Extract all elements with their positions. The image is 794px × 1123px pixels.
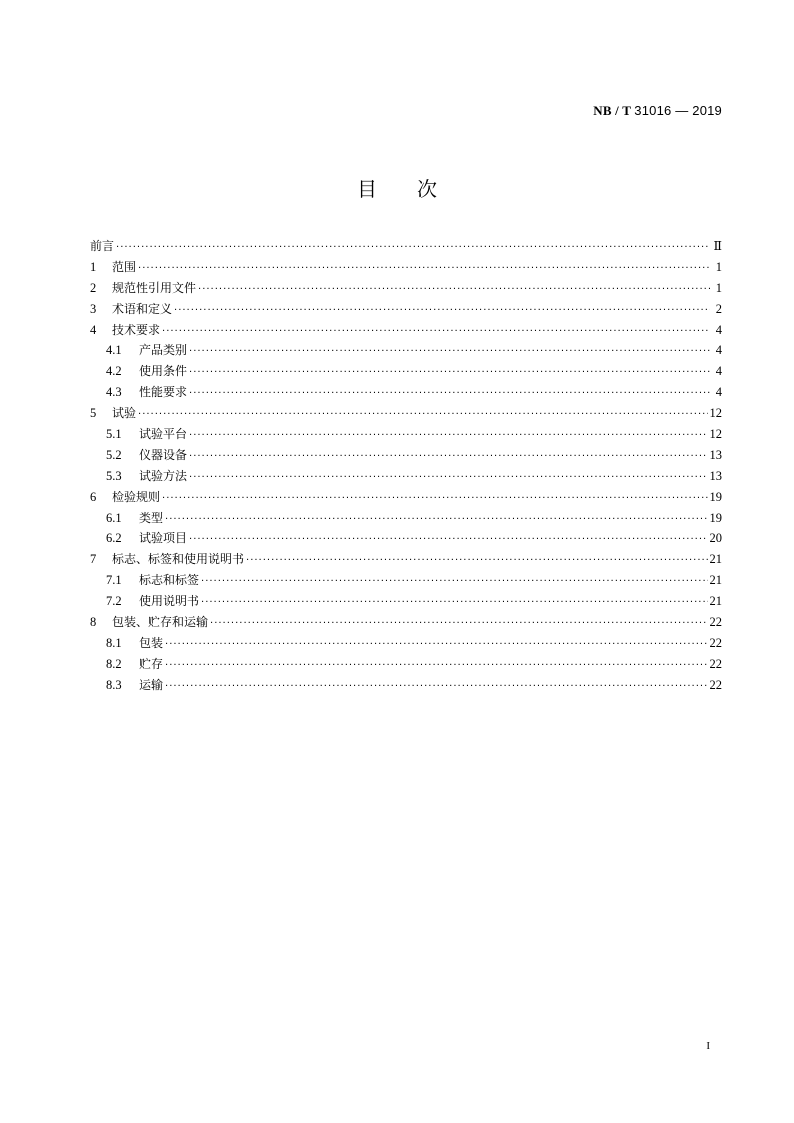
toc-entry-number: 6.1 — [106, 510, 122, 525]
toc-entry[interactable] — [90, 508, 722, 529]
toc-entry-title: 试验项目 — [139, 531, 188, 546]
toc-entry-number: 8 — [90, 615, 97, 630]
toc-entry[interactable] — [90, 278, 722, 299]
toc-entry-title: 术语和定义 — [112, 301, 173, 316]
toc-entry-title: 类型 — [139, 510, 164, 525]
toc-entry-page: 13 — [709, 447, 722, 462]
toc-entry-title: 包装、贮存和运输 — [112, 615, 209, 630]
toc-entry-page: 22 — [709, 656, 722, 671]
toc-entry-page: 22 — [709, 635, 722, 650]
toc-leader-dots — [201, 572, 707, 593]
toc-entry-page: 2 — [715, 301, 722, 316]
toc-entry-title: 试验 — [112, 406, 137, 421]
toc-entry-page: 19 — [709, 510, 722, 525]
toc-entry[interactable] — [90, 320, 722, 341]
toc-entry-number: 4.2 — [106, 364, 122, 379]
toc-entry-title: 使用说明书 — [139, 594, 200, 609]
toc-entry-number: 2 — [90, 280, 97, 295]
toc-entry-title: 技术要求 — [112, 322, 161, 337]
toc-entry-title: 运输 — [139, 677, 164, 692]
toc-entry[interactable] — [90, 549, 722, 570]
toc-entry-page: 4 — [715, 364, 722, 379]
toc-entry[interactable] — [90, 361, 722, 382]
toc-entry-page: 21 — [709, 552, 722, 567]
toc-entry-number: 5 — [90, 406, 97, 421]
toc-entry-number: 7.2 — [106, 594, 122, 609]
toc-entry[interactable] — [90, 591, 722, 612]
toc-entry-number: 8.1 — [106, 635, 122, 650]
toc-entry[interactable] — [90, 445, 722, 466]
standard-number — [593, 103, 722, 119]
toc-leader-dots — [138, 405, 707, 426]
toc-entry[interactable] — [90, 257, 722, 278]
toc-entry-title: 规范性引用文件 — [112, 280, 197, 295]
toc-entry-number: 4.3 — [106, 385, 122, 400]
toc-leader-dots — [174, 301, 710, 322]
toc-leader-dots — [189, 447, 707, 468]
toc-leader-dots — [201, 593, 707, 614]
toc-entry-page: 21 — [709, 594, 722, 609]
toc-entry[interactable] — [90, 633, 722, 654]
toc-entry-page: 22 — [709, 615, 722, 630]
toc-entry[interactable] — [90, 382, 722, 403]
toc-entry-title: 仪器设备 — [139, 447, 188, 462]
toc-entry-page: 1 — [715, 280, 722, 295]
toc-entry[interactable] — [90, 236, 722, 257]
toc-leader-dots — [138, 259, 710, 280]
toc-entry-number: 4.1 — [106, 343, 122, 358]
toc-entry-number: 5.2 — [106, 447, 122, 462]
toc-leader-dots — [116, 238, 710, 259]
toc-entry-title: 贮存 — [139, 656, 164, 671]
toc-leader-dots — [198, 280, 710, 301]
toc-entry[interactable] — [90, 340, 722, 361]
toc-entry[interactable] — [90, 675, 722, 696]
toc-entry-number: 5.3 — [106, 468, 122, 483]
toc-entry-number: 7 — [90, 552, 97, 567]
toc-entry-title: 产品类别 — [139, 343, 188, 358]
toc-entry-title: 包装 — [139, 635, 164, 650]
toc-entry-page: 13 — [709, 468, 722, 483]
toc-entry-page: 4 — [715, 322, 722, 337]
toc-entry-page: 4 — [715, 343, 722, 358]
toc-entry-number: 5.1 — [106, 427, 122, 442]
toc-entry-title: 试验方法 — [139, 468, 188, 483]
toc-entry-title: 范围 — [112, 259, 137, 274]
toc-entry-page: 22 — [709, 677, 722, 692]
toc-entry-page: 12 — [709, 427, 722, 442]
toc-entry-number: 6.2 — [106, 531, 122, 546]
toc-entry[interactable] — [90, 487, 722, 508]
toc-entry-page: 12 — [709, 406, 722, 421]
toc-leader-dots — [189, 468, 707, 489]
toc-leader-dots — [165, 635, 707, 656]
toc-leader-dots — [210, 614, 707, 635]
page-title: 目次 — [357, 177, 477, 201]
toc-entry-number: 6 — [90, 489, 97, 504]
toc-entry[interactable] — [90, 612, 722, 633]
toc-entry[interactable] — [90, 570, 722, 591]
toc-entry[interactable] — [90, 528, 722, 549]
toc-leader-dots — [189, 530, 707, 551]
toc-entry-number: 7.1 — [106, 573, 122, 588]
toc-entry[interactable] — [90, 466, 722, 487]
standard-prefix: NB / T — [593, 103, 635, 118]
toc-leader-dots — [165, 510, 707, 531]
toc-leader-dots — [189, 426, 707, 447]
toc-entry-title: 使用条件 — [139, 364, 188, 379]
toc-entry-title: 标志和标签 — [139, 573, 200, 588]
toc-entry-page: 20 — [709, 531, 722, 546]
page-number: I — [706, 1040, 710, 1052]
toc-entry[interactable] — [90, 299, 722, 320]
toc-entry-title: 试验平台 — [139, 427, 188, 442]
toc-entry-title: 前言 — [90, 239, 115, 253]
toc-leader-dots — [189, 384, 710, 405]
toc-leader-dots — [246, 551, 707, 572]
toc-entry-title: 检验规则 — [112, 489, 161, 504]
toc-entry-title: 性能要求 — [139, 385, 188, 400]
toc-entry-number: 3 — [90, 301, 97, 316]
toc-entry-number: 8.2 — [106, 656, 122, 671]
toc-leader-dots — [189, 363, 710, 384]
toc-leader-dots — [162, 322, 710, 343]
toc-entry-page: Ⅱ — [713, 239, 722, 253]
toc-leader-dots — [165, 677, 707, 698]
toc-leader-dots — [162, 489, 707, 510]
toc-entry-title: 标志、标签和使用说明书 — [112, 552, 245, 567]
toc-entry-page: 21 — [709, 573, 722, 588]
standard-code: 31016 — 2019 — [634, 103, 722, 118]
toc-entry-page: 1 — [715, 259, 722, 274]
toc-leader-dots — [189, 342, 710, 363]
toc-entry[interactable] — [90, 654, 722, 675]
toc-entry-number: 4 — [90, 322, 97, 337]
table-of-contents — [90, 236, 722, 696]
toc-entry-page: 4 — [715, 385, 722, 400]
toc-entry[interactable] — [90, 424, 722, 445]
toc-entry-number: 8.3 — [106, 677, 122, 692]
toc-entry-page: 19 — [709, 489, 722, 504]
toc-leader-dots — [165, 656, 707, 677]
toc-entry-number: 1 — [90, 259, 97, 274]
toc-entry[interactable] — [90, 403, 722, 424]
